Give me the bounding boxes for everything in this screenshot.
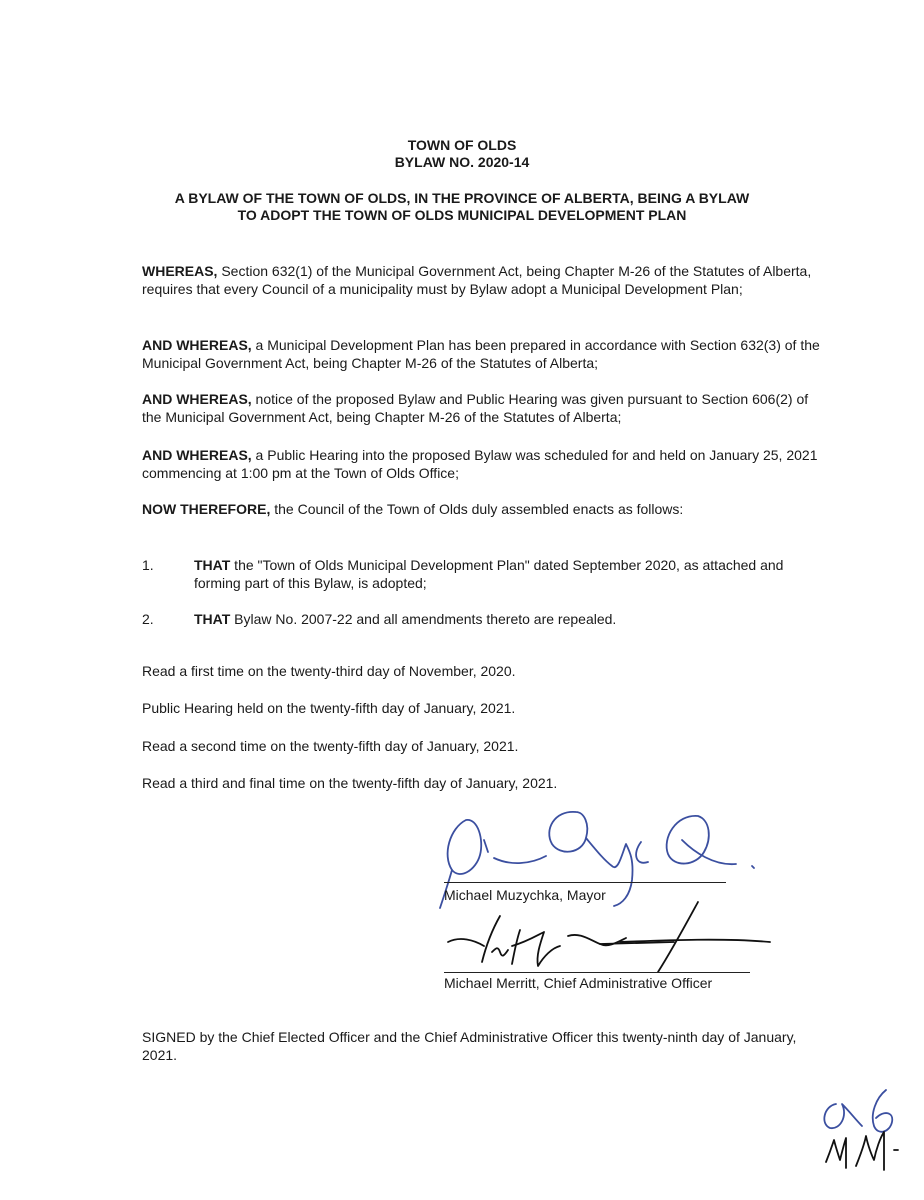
signed-statement: SIGNED by the Chief Elected Officer and the Chief Administrative Officer this twenty-ninth day of January, 2021. bbox=[142, 1029, 797, 1063]
mayor-name: Michael Muzychka, Mayor bbox=[444, 887, 606, 903]
initials-image bbox=[812, 1080, 912, 1190]
recital-lead: AND WHEREAS, bbox=[142, 391, 252, 407]
item-lead: THAT bbox=[194, 557, 231, 573]
item-lead: THAT bbox=[194, 611, 231, 627]
cao-signature-image bbox=[440, 896, 780, 976]
recital-2 bbox=[142, 336, 822, 372]
bylaw-title-line-2: TO ADOPT THE TOWN OF OLDS MUNICIPAL DEVELOPMENT PLAN bbox=[237, 207, 687, 223]
cao-name: Michael Merritt, Chief Administrative Officer bbox=[444, 975, 713, 991]
recital-1 bbox=[142, 262, 822, 298]
recital-lead: AND WHEREAS, bbox=[142, 447, 252, 463]
cao-signature-line bbox=[444, 972, 750, 973]
recital-4 bbox=[142, 446, 822, 482]
third-reading: Read a third and final time on the twenty-fifth day of January, 2021. bbox=[142, 775, 558, 791]
item-body: the "Town of Olds Municipal Development Plan" dated September 2020, as attached and forming part of this Bylaw, is adopted; bbox=[194, 557, 784, 591]
bylaw-title-line-1: A BYLAW OF THE TOWN OF OLDS, IN THE PROVINCE OF ALBERTA, BEING A BYLAW bbox=[174, 190, 750, 206]
town-heading: TOWN OF OLDS bbox=[407, 137, 517, 153]
enactment-clause bbox=[142, 500, 822, 518]
recital-text: a Public Hearing into the proposed Bylaw was scheduled for and held on January 25, 2021 commencing at 1:00 pm at the Town of Olds Office; bbox=[142, 447, 818, 481]
recital-lead: WHEREAS, bbox=[142, 263, 218, 279]
item-2-text bbox=[194, 610, 814, 628]
second-reading: Read a second time on the twenty-fifth day of January, 2021. bbox=[142, 738, 519, 754]
bylaw-number: BYLAW NO. 2020-14 bbox=[394, 154, 530, 170]
first-reading: Read a first time on the twenty-third day of November, 2020. bbox=[142, 663, 516, 679]
recital-text: notice of the proposed Bylaw and Public Hearing was given pursuant to Section 606(2) of the Municipal Government Act, being Chapter M-26 of the Statutes of Alberta; bbox=[142, 391, 809, 425]
recital-3 bbox=[142, 390, 822, 426]
item-body: Bylaw No. 2007-22 and all amendments thereto are repealed. bbox=[230, 611, 617, 627]
recital-text: Section 632(1) of the Municipal Government Act, being Chapter M-26 of the Statutes of Alberta, requires that every Council of a municipality must by Bylaw adopt a Municipal Development Plan; bbox=[142, 263, 812, 297]
enactment-text: the Council of the Town of Olds duly assembled enacts as follows: bbox=[270, 501, 684, 517]
recital-text: a Municipal Development Plan has been prepared in accordance with Section 632(3) of the Municipal Government Act, being Chapter M-26 of the Statutes of Alberta; bbox=[142, 337, 820, 371]
item-1-number: 1. bbox=[142, 557, 154, 573]
item-1-text bbox=[194, 556, 814, 592]
mayor-signature-line bbox=[444, 882, 726, 883]
item-2-number: 2. bbox=[142, 611, 154, 627]
recital-lead: AND WHEREAS, bbox=[142, 337, 252, 353]
public-hearing: Public Hearing held on the twenty-fifth day of January, 2021. bbox=[142, 700, 516, 716]
enactment-lead: NOW THEREFORE, bbox=[142, 501, 271, 517]
